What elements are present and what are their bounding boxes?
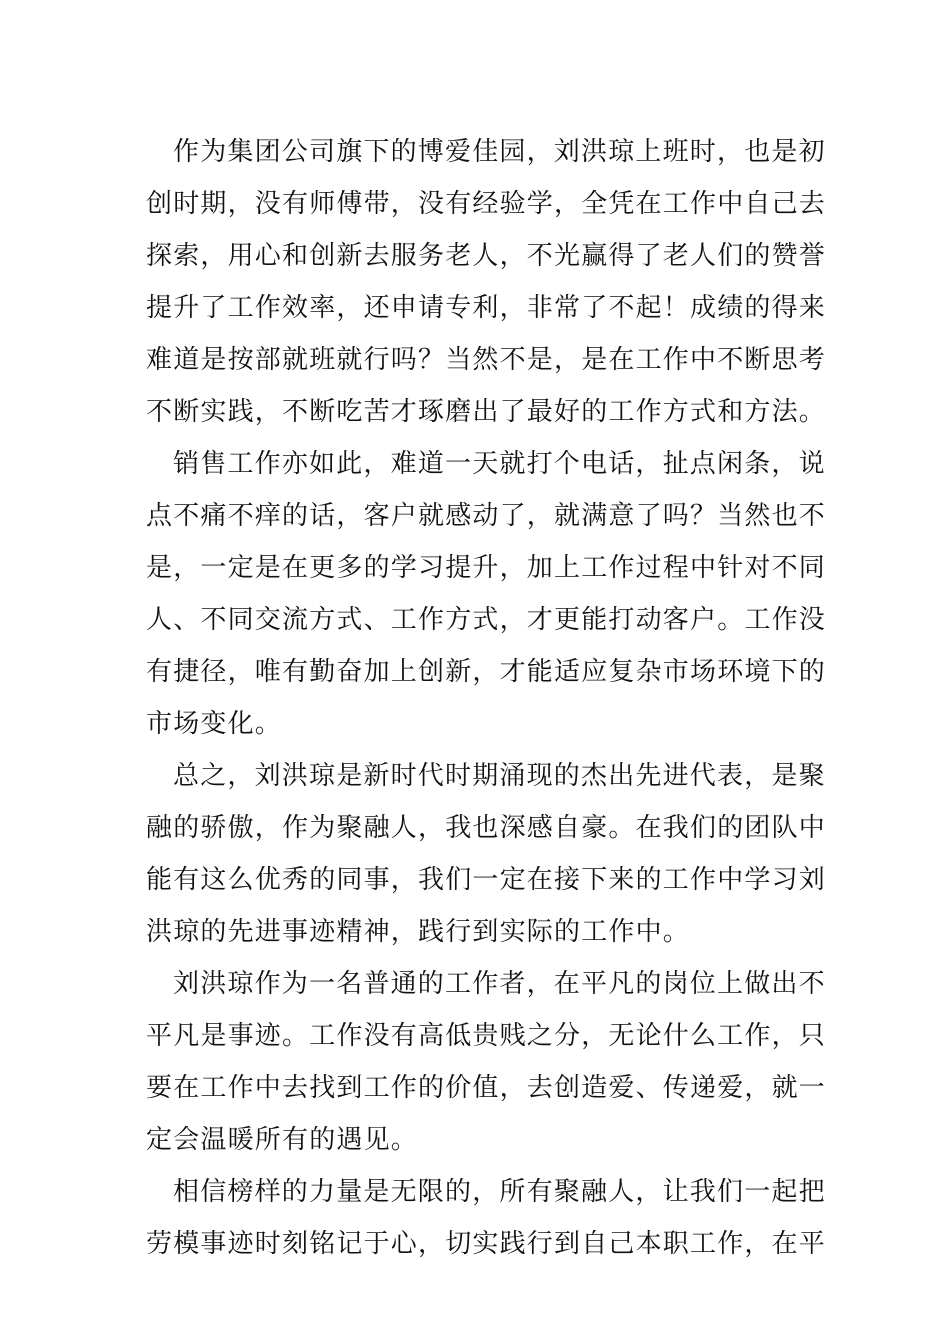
text-line: 提升了工作效率，还申请专利，非常了不起！成绩的得来: [146, 293, 827, 323]
text-line: 总之，刘洪琼是新时代时期涌现的杰出先进代表，是聚: [173, 761, 826, 791]
text-line: 难道是按部就班就行吗？当然不是，是在工作中不断思考: [146, 345, 827, 375]
text-line: 要在工作中去找到工作的价值，去创造爱、传递爱，就一: [146, 1073, 827, 1103]
text-line: 创时期，没有师傅带，没有经验学，全凭在工作中自己去: [146, 189, 827, 219]
text-line: 销售工作亦如此，难道一天就打个电话，扯点闲条，说: [173, 449, 826, 479]
text-line: 市场变化。: [146, 709, 283, 739]
text-line: 能有这么优秀的同事，我们一定在接下来的工作中学习刘: [146, 865, 827, 895]
text-line: 劳模事迹时刻铭记于心，切实践行到自己本职工作，在平: [146, 1229, 827, 1259]
text-line: 是，一定是在更多的学习提升，加上工作过程中针对不同: [146, 553, 827, 583]
text-line: 不断实践，不断吃苦才琢磨出了最好的工作方式和方法。: [146, 397, 827, 427]
text-line: 相信榜样的力量是无限的，所有聚融人，让我们一起把: [173, 1177, 826, 1207]
text-line: 人、不同交流方式、工作方式，才更能打动客户。工作没: [146, 605, 827, 635]
text-line: 点不痛不痒的话，客户就感动了，就满意了吗？当然也不: [146, 501, 827, 531]
text-line: 作为集团公司旗下的博爱佳园，刘洪琼上班时，也是初: [173, 137, 826, 167]
text-line: 融的骄傲，作为聚融人，我也深感自豪。在我们的团队中: [146, 813, 827, 843]
text-line: 定会温暖所有的遇见。: [146, 1125, 419, 1155]
text-line: 平凡是事迹。工作没有高低贵贱之分，无论什么工作，只: [146, 1021, 827, 1051]
text-line: 探索，用心和创新去服务老人，不光赢得了老人们的赞誉: [146, 241, 827, 271]
text-line: 洪琼的先进事迹精神，践行到实际的工作中。: [146, 917, 691, 947]
text-line: 刘洪琼作为一名普通的工作者，在平凡的岗位上做出不: [173, 969, 826, 999]
text-line: 有捷径，唯有勤奋加上创新，才能适应复杂市场环境下的: [146, 657, 827, 687]
